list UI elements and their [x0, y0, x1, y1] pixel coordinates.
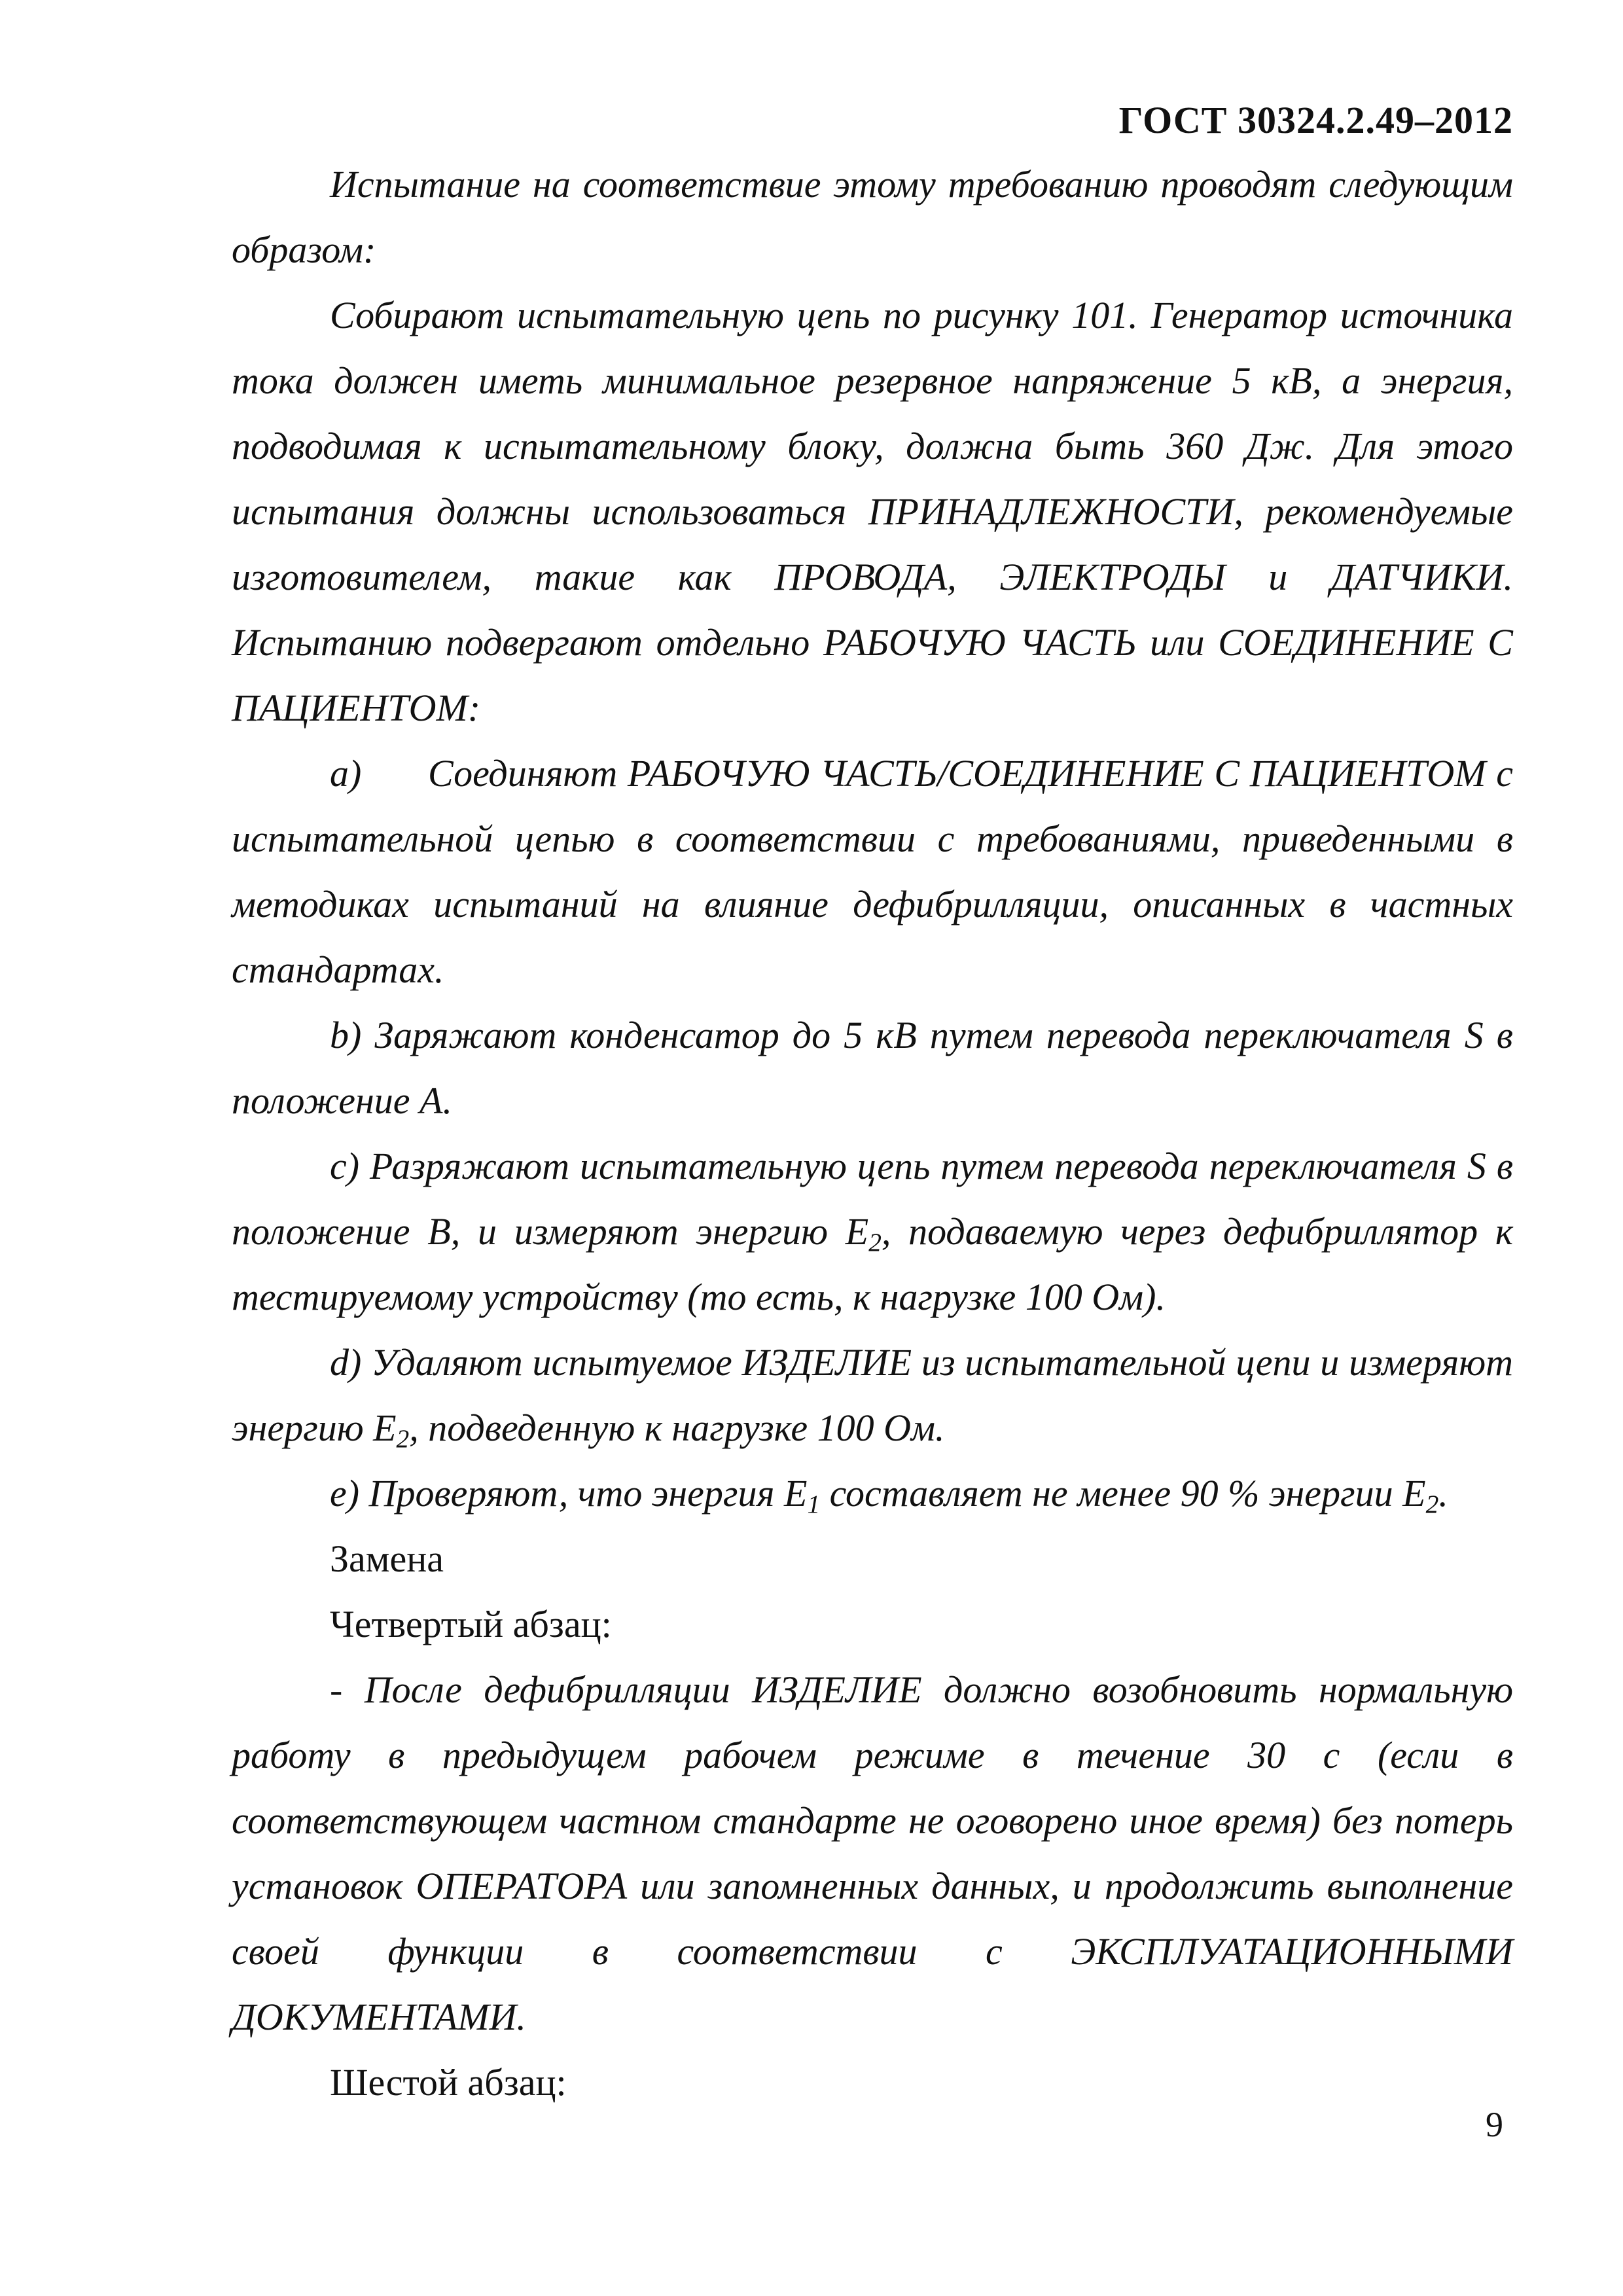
subscript: 2: [868, 1227, 882, 1257]
replacement-label: Замена: [330, 1537, 444, 1580]
fourth-paragraph-text: - После дефибрилляции ИЗДЕЛИЕ должно возобновить нормальную работу в предыдущем рабочем режиме в течение 30 с (если в соответствующем частном стандарте не оговорено иное время) без потерь установок ОПЕРАТОРА или запомненных данных, и продолжить выполнение своей функции в соответствии с ЭКСПЛУАТАЦИОННЫМИ ДОКУМЕНТАМИ.: [232, 1668, 1513, 2038]
list-item-d: d) Удаляют испытуемое ИЗДЕЛИЕ из испытательной цепи и измеряют энергию $Е_2$, подведенную к нагрузке 100 Ом.: [232, 1341, 1513, 1453]
sixth-paragraph-label: Шестой абзац:: [330, 2061, 567, 2104]
page-body: [232, 152, 1513, 2115]
list-item-e: е) Проверяют, что энергия $Е_1$ составляет не менее 90 % энергии $Е_2$.: [330, 1472, 1448, 1518]
subscript: 2: [396, 1424, 410, 1453]
paragraph-test-intro: Испытание на соответствие этому требованию проводят следующим образом:: [232, 163, 1513, 271]
list-item-b: b) Заряжают конденсатор до 5 кВ путем перевода переключателя S в положение А.: [232, 1014, 1513, 1122]
fourth-paragraph-label: Четвертый абзац:: [330, 1603, 612, 1645]
document-code-header: ГОСТ 30324.2.49–2012: [1118, 99, 1513, 141]
subscript: 2: [1425, 1489, 1439, 1518]
list-item-a: [232, 741, 1513, 1003]
subscript: 1: [807, 1489, 821, 1518]
page-number: 9: [1486, 2105, 1503, 2144]
list-text-a: Соединяют РАБОЧУЮ ЧАСТЬ/СОЕДИНЕНИЕ С ПАЦИЕНТОМ с испытательной цепью в соответствии с требованиями, приведенными в методиках испытаний на влияние дефибрилляции, описанных в частных стандартах.: [232, 752, 1513, 991]
list-item-c: с) Разряжают испытательную цепь путем перевода переключателя S в положение В, и измеряют энергию $Е_2$, подаваемую через дефибриллятор к тестируемому устройству (то есть, к нагрузке 100 Ом).: [232, 1145, 1513, 1318]
list-marker-a: a): [330, 752, 362, 795]
paragraph-test-circuit: Собирают испытательную цепь по рисунку 101. Генератор источника тока должен иметь минимальное резервное напряжение 5 кВ, а энергия, подводимая к испытательному блоку, должна быть 360 Дж. Для этого испытания должны использоваться ПРИНАДЛЕЖНОСТИ, рекомендуемые изготовителем, такие как ПРОВОДА, ЭЛЕКТРОДЫ и ДАТЧИКИ. Испытанию подвергают отдельно РАБОЧУЮ ЧАСТЬ или СОЕДИНЕНИЕ С ПАЦИЕНТОМ:: [232, 294, 1513, 729]
